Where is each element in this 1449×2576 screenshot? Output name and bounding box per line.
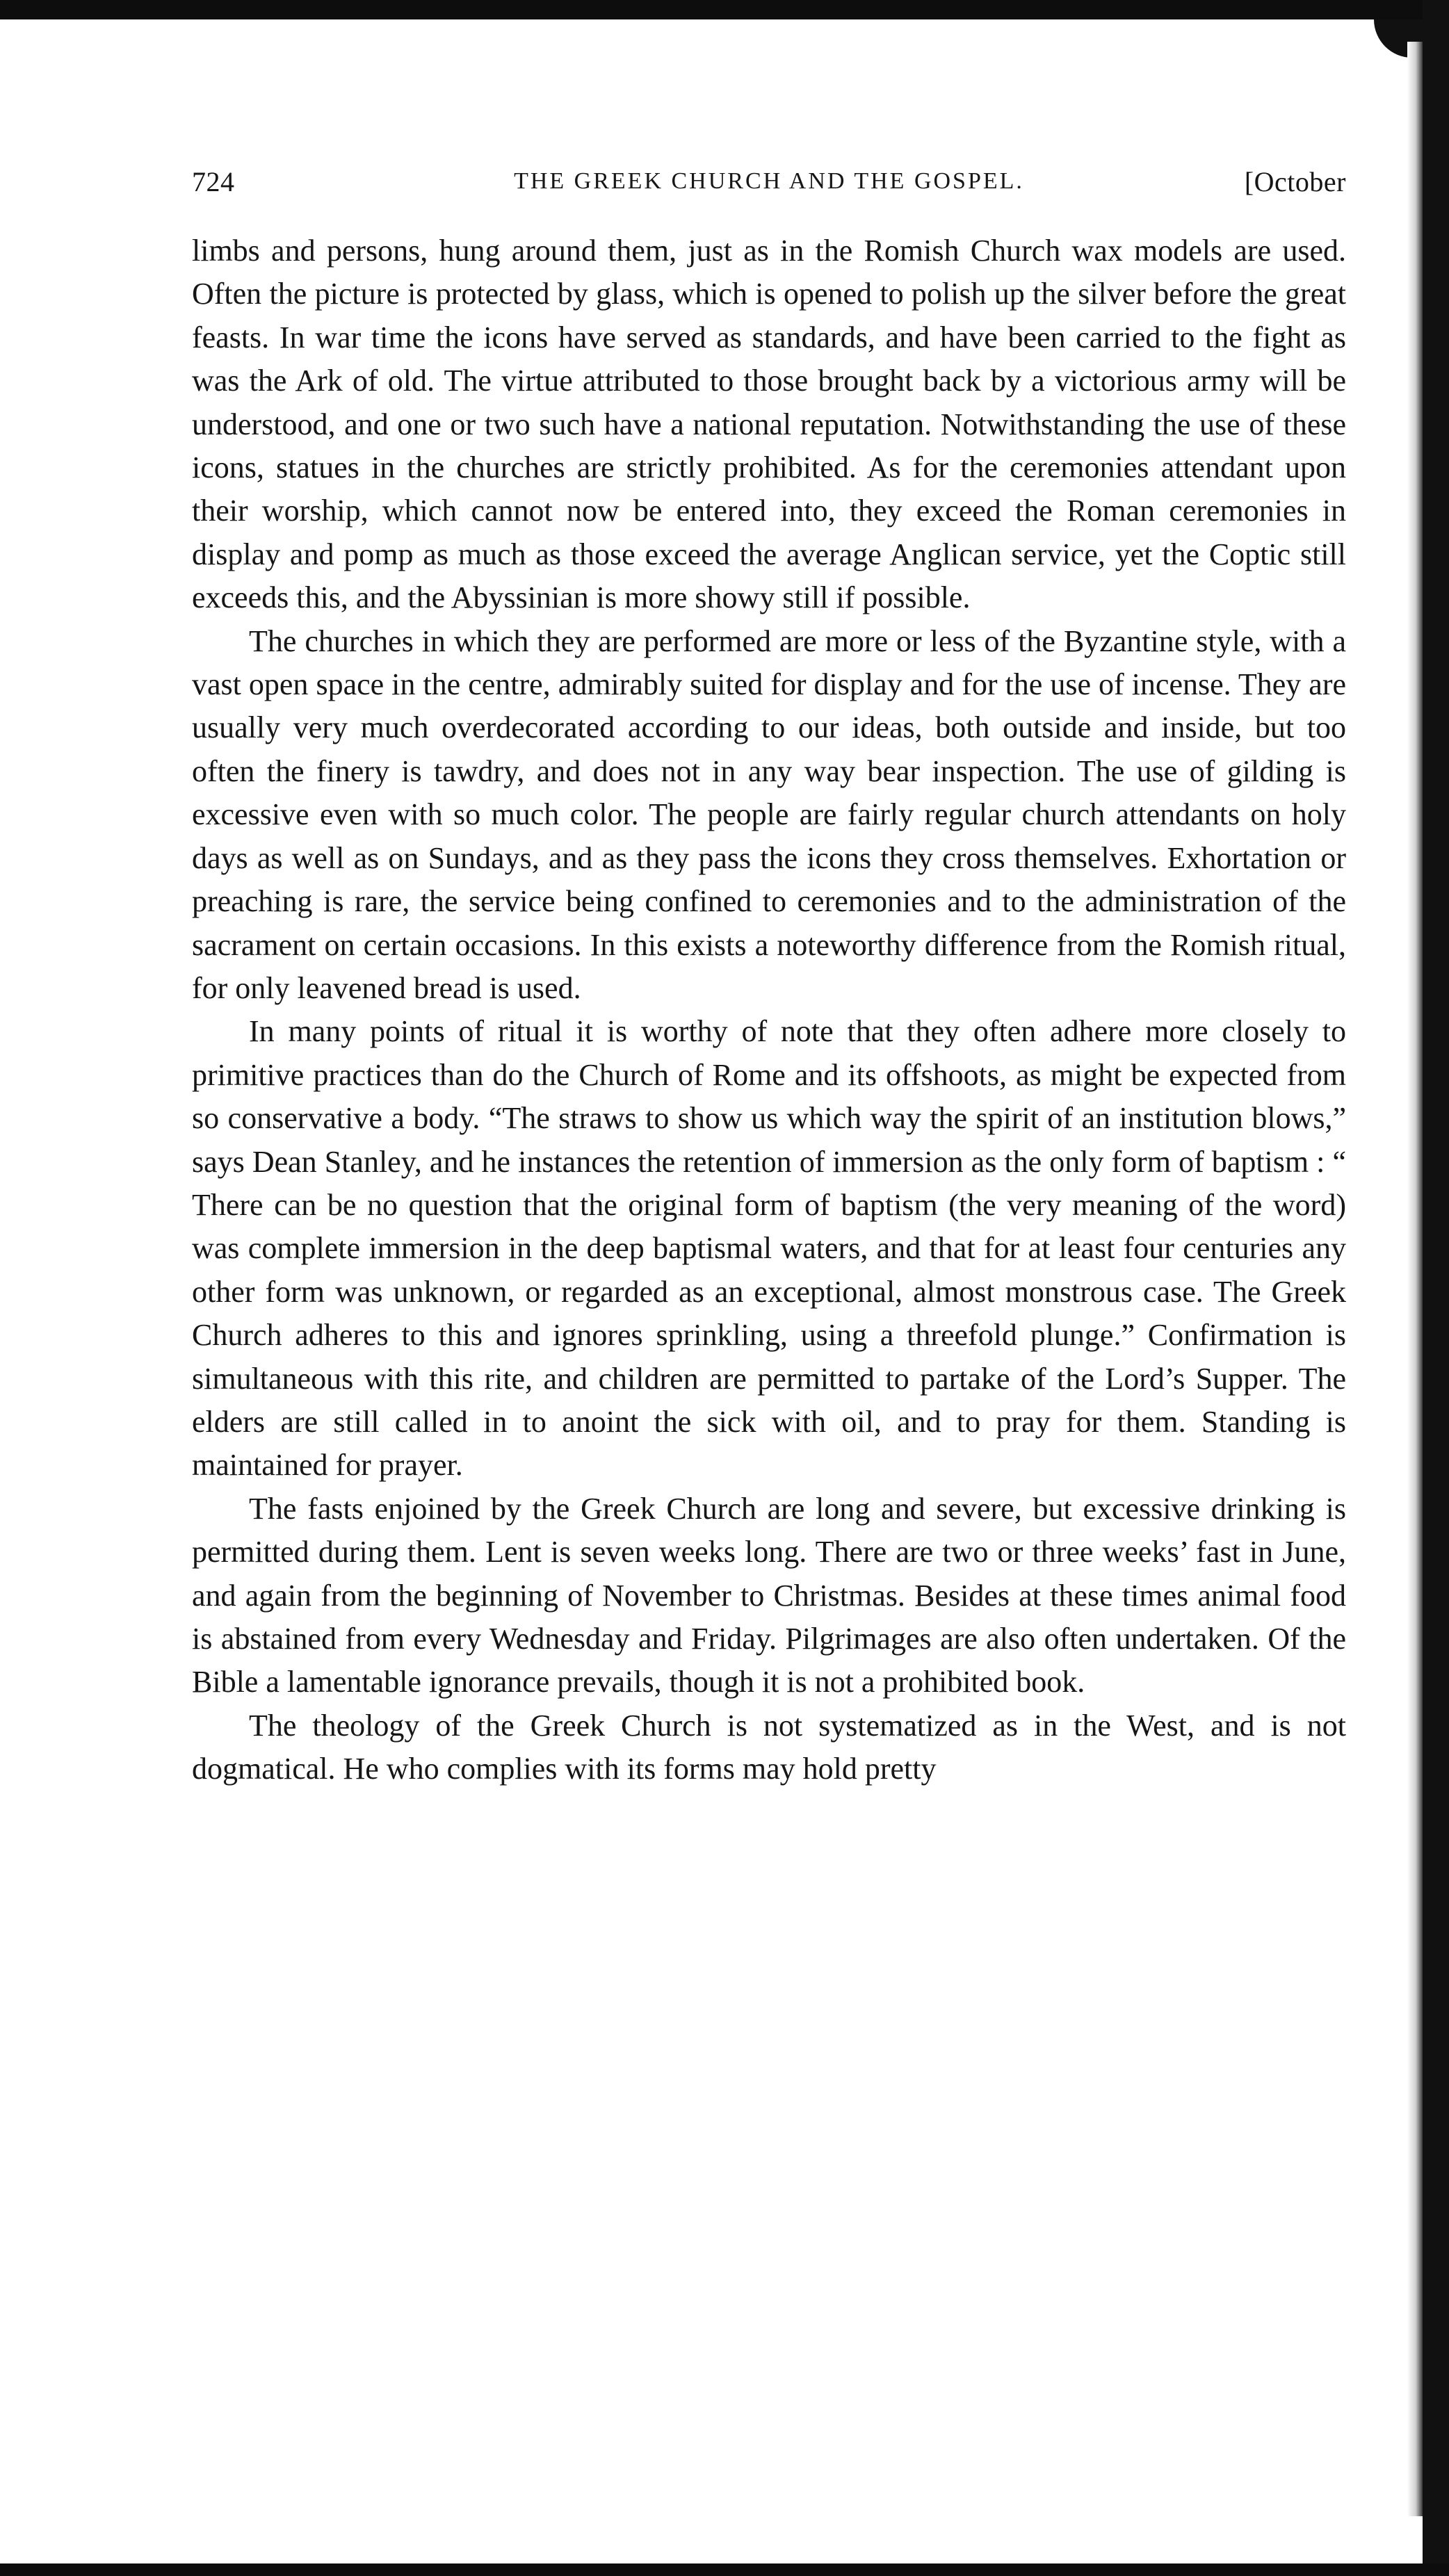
paragraph-churches: The churches in which they are performed are more or less of the Byzantine style, with a vast open space in the centre, admirably suited for display and for the use of incense. They are usually very much overdecorated according to our ideas, both outside and inside, but too often the finery is tawdry, and does not in any way bear inspection. The use of gilding is excessive even with so much color. The people are fairly regular church attendants on holy days as well as on Sundays, and as they pass the icons they cross themselves. Exhortation or preaching is rare, the service being confined to ceremonies and to the administration of the sacrament on certain occasions. In this exists a noteworthy difference from the Romish ritual, for only leavened bread is used. (192, 623, 1346, 1005)
running-title: THE GREEK CHURCH AND THE GOSPEL. (514, 168, 1024, 194)
paragraph-theology: The theology of the Greek Church is not systematized as in the West, and is not dogmatical. He who complies with its forms may hold pretty (192, 1708, 1346, 1786)
page-curl-shadow (1407, 42, 1423, 2516)
scan-border-bottom (0, 2563, 1449, 2576)
paragraph-fasts: The fasts enjoined by the Greek Church are long and severe, but excessive drinking is permitted during them. Lent is seven weeks long. There are two or three weeks’ fast in June, and again from the beginning of November to Christmas. Besides at these times animal food is abstained from every Wednesday and Friday. Pilgrimages are also often undertaken. Of the Bible a lamentable ignorance prevails, though it is not a prohibited book. (192, 1491, 1346, 1699)
running-head (192, 158, 1346, 214)
running-month: [October (1244, 166, 1346, 197)
paragraph-continued: limbs and persons, hung around them, just as in the Romish Church wax models are used. Often the picture is protected by glass, which is opened to polish up the silver before the great feasts. In war time the icons have served as standards, and have been carried to the fight as was the Ark of old. The virtue attributed to those brought back by a victorious army will be understood, and one or two such have a national reputation. Notwithstanding the use of these icons, statues in the churches are strictly prohibited. As for the ceremonies attendant upon their worship, which cannot now be entered into, they exceed the Roman ceremonies in display and pomp as much as those exceed the average Anglican service, yet the Coptic still exceeds this, and the Abyssinian is more showy still if possible. (192, 234, 1346, 615)
scan-border-right (1423, 0, 1449, 2576)
paragraph-ritual: In many points of ritual it is worthy of note that they often adhere more closely to primitive practices than do the Church of Rome and its offshoots, as might be expected from so conservative a body. “The straws to show us which way the spirit of an institution blows,” says Dean Stanley, and he instances the retention of immersion as the only form of baptism : “ There can be no question that the original form of baptism (the very meaning of the word) was complete immersion in the deep baptismal waters, and that for at least four centuries any other form was unknown, or regarded as an exceptional, almost monstrous case. The Greek Church adheres to this and ignores sprinkling, using a threefold plunge.” Confirmation is simultaneous with this rite, and children are permitted to partake of the Lord’s Supper. The elders are still called in to anoint the sick with oil, and to pray for them. Standing is maintained for prayer. (192, 1014, 1346, 1483)
body-text (192, 229, 1346, 1791)
page-number: 724 (192, 166, 235, 197)
scan-border-top (0, 0, 1449, 19)
book-page (192, 158, 1346, 1791)
